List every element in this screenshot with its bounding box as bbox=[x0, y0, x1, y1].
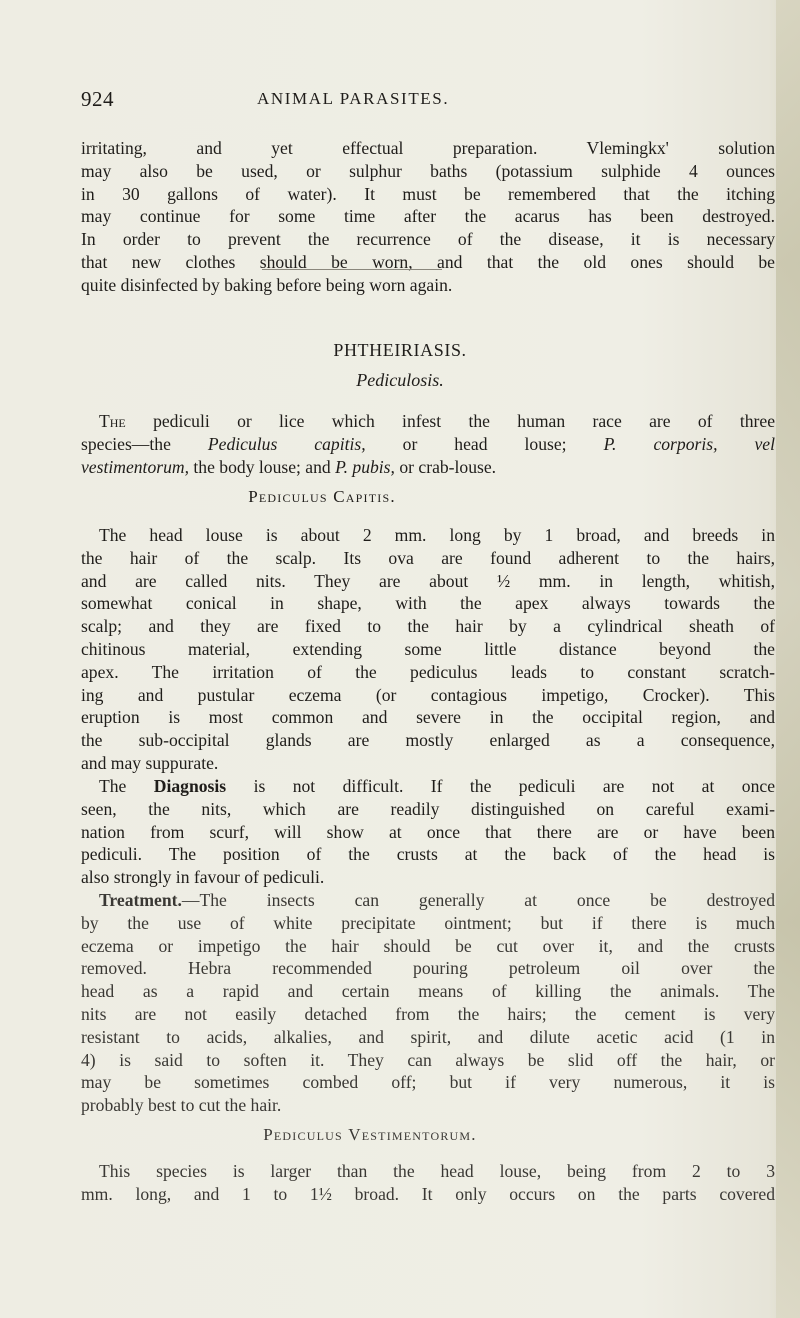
page-number: 924 bbox=[81, 87, 114, 111]
text-line: pediculi. The position of the crusts at the back of the head is bbox=[81, 844, 775, 865]
section-subtitle: Pediculosis. bbox=[356, 370, 444, 390]
term-treatment: Treatment. bbox=[99, 890, 182, 910]
species-name: P. pubis, bbox=[335, 456, 395, 477]
text-line: quite disinfected by baking before being worn again. bbox=[81, 274, 453, 295]
text-line: and may suppurate. bbox=[81, 752, 219, 773]
text-line: in 30 gallons of water). It must be remembered that the itching bbox=[81, 183, 775, 204]
subsection-title-capitis bbox=[0, 487, 722, 507]
text-line: somewhat conical in shape, with the apex always towards the bbox=[81, 593, 775, 614]
text-line: also strongly in favour of pediculi. bbox=[81, 867, 325, 888]
text-span: the body louse; and bbox=[193, 456, 331, 477]
page-edge bbox=[776, 0, 800, 1318]
text-line bbox=[81, 433, 775, 456]
text-line: In order to prevent the recurrence of the disease, it is necessary bbox=[81, 229, 775, 250]
text-line: and are called nits. They are about ½ mm. in length, whitish, bbox=[81, 570, 775, 591]
text-line: seen, the nits, which are readily distinguished on careful exami- bbox=[81, 798, 775, 819]
text-span: pediculi or lice which infest the human race are of three bbox=[153, 411, 776, 431]
paragraph-intro bbox=[81, 410, 775, 478]
title-part: Capitis. bbox=[333, 487, 396, 506]
text-span: species—the bbox=[81, 433, 171, 454]
text-line bbox=[81, 410, 775, 433]
term-diagnosis: Diagnosis bbox=[153, 776, 227, 796]
paragraph-treatment bbox=[81, 889, 775, 1117]
text-line: apex. The irritation of the pediculus leads to constant scratch- bbox=[81, 661, 775, 682]
text-line: ing and pustular eczema (or contagious impetigo, Crocker). This bbox=[81, 684, 775, 705]
text-line: may also be used, or sulphur baths (potassium sulphide 4 ounces bbox=[81, 160, 775, 181]
title-part: Pediculus bbox=[263, 1125, 343, 1144]
text-line: eruption is most common and severe in the occipital region, and bbox=[81, 707, 775, 728]
species-name: P. corporis, vel bbox=[603, 433, 775, 454]
running-header bbox=[81, 87, 775, 117]
text-line: nation from scurf, will show at once that there are or have been bbox=[81, 821, 775, 842]
species-name: Pediculus capitis, bbox=[207, 433, 366, 454]
text-line: may be sometimes combed off; but if very numerous, it is bbox=[81, 1072, 775, 1093]
text-line: irritating, and yet effectual preparation. Vlemingkx' solution bbox=[81, 138, 775, 158]
title-part: Vestimentorum. bbox=[348, 1125, 477, 1144]
text-line: scalp; and they are fixed to the hair by a cylindrical sheath of bbox=[81, 616, 775, 637]
subsection-title-vestimentorum bbox=[0, 1125, 770, 1145]
lead-word: The bbox=[99, 411, 126, 431]
text-span: or head louse; bbox=[402, 433, 567, 454]
text-span: or crab-louse. bbox=[399, 456, 497, 477]
text-span: The bbox=[99, 776, 127, 796]
species-name: vestimentorum, bbox=[81, 456, 189, 477]
text-span: is not difficult. If the pediculi are not at once bbox=[253, 776, 775, 796]
text-line: resistant to acids, alkalies, and spirit, and dilute acetic acid (1 in bbox=[81, 1026, 775, 1047]
text-line bbox=[81, 456, 775, 479]
text-line bbox=[81, 775, 775, 798]
text-line: The head louse is about 2 mm. long by 1 broad, and breeds in bbox=[99, 525, 775, 545]
section-divider bbox=[262, 269, 442, 270]
text-line: by the use of white precipitate ointment; but if there is much bbox=[81, 912, 775, 933]
text-line: head as a rapid and certain means of killing the animals. The bbox=[81, 981, 775, 1002]
running-title: ANIMAL PARASITES. bbox=[257, 89, 450, 108]
title-part: Pediculus bbox=[248, 487, 328, 506]
text-line: chitinous material, extending some little distance beyond the bbox=[81, 638, 775, 659]
text-span: —The insects can generally at once be destroyed bbox=[181, 890, 775, 910]
text-line: the hair of the scalp. Its ova are found adherent to the hairs, bbox=[81, 547, 775, 568]
text-line: may continue for some time after the acarus has been destroyed. bbox=[81, 206, 775, 227]
text-line: This species is larger than the head louse, being from 2 to 3 bbox=[99, 1161, 775, 1181]
paragraph-vestimentorum bbox=[81, 1160, 775, 1206]
text-line bbox=[81, 889, 775, 912]
text-line: the sub-occipital glands are mostly enlarged as a consequence, bbox=[81, 730, 775, 751]
paragraph-scabies-end bbox=[81, 137, 775, 297]
text-line: nits are not easily detached from the hairs; the cement is very bbox=[81, 1003, 775, 1024]
section-title: PHTHEIRIASIS. bbox=[333, 340, 467, 360]
text-line: 4) is said to soften it. They can always be slid off the hair, or bbox=[81, 1049, 775, 1070]
text-line: eczema or impetigo the hair should be cut over it, and the crusts bbox=[81, 935, 775, 956]
text-line: probably best to cut the hair. bbox=[81, 1095, 282, 1116]
paragraph-capitis bbox=[81, 524, 775, 775]
text-line: that new clothes should be worn, and that the old ones should be bbox=[81, 251, 775, 272]
paragraph-diagnosis bbox=[81, 775, 775, 889]
text-line: mm. long, and 1 to 1½ broad. It only occurs on the parts covered bbox=[81, 1183, 775, 1204]
text-line: removed. Hebra recommended pouring petroleum oil over the bbox=[81, 958, 775, 979]
